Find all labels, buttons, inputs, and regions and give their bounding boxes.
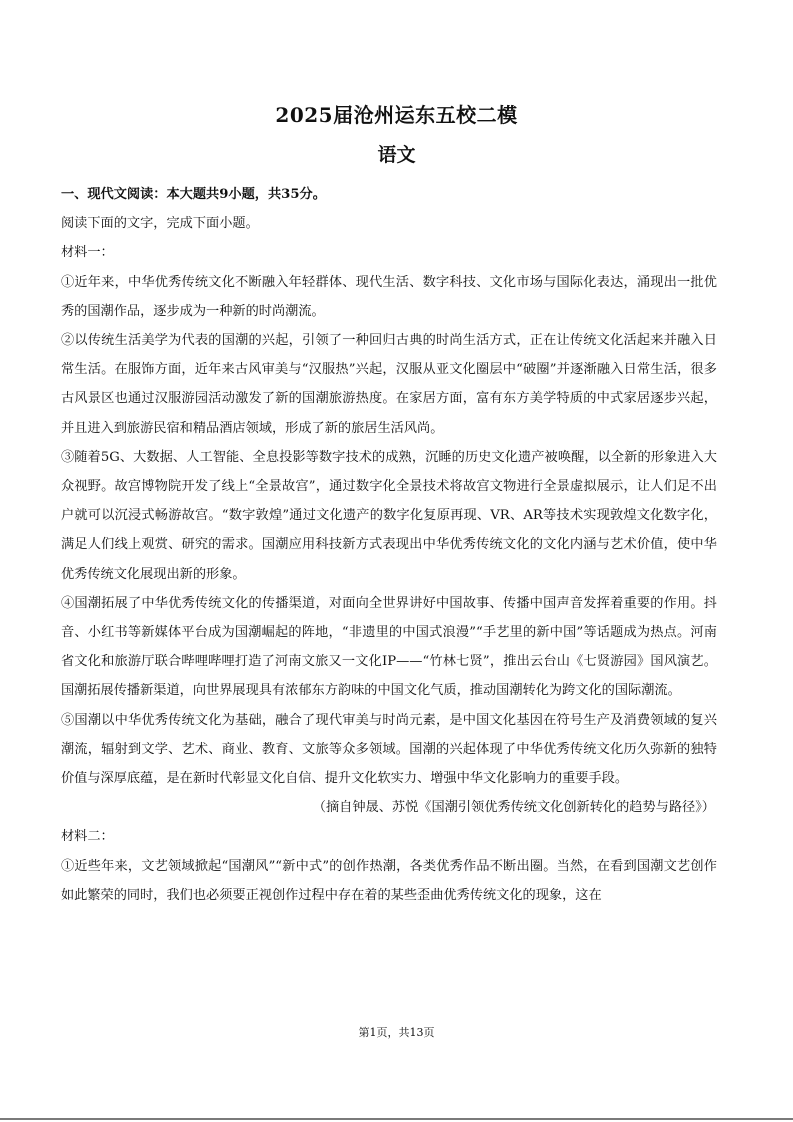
material-one-source: （摘自钟晟、苏悦《国潮引领优秀传统文化创新转化的趋势与路径》） bbox=[312, 800, 715, 816]
document-body bbox=[61, 180, 717, 910]
material-one-label: 材料一： bbox=[61, 245, 114, 261]
exam-title: 2025届沧州运东五校二模 bbox=[275, 103, 518, 127]
material-one-paragraph-4: ④国潮拓展了中华优秀传统文化的传播渠道，对面向全世界讲好中国故事、传播中国声音发挥着重要的作用。抖音、小红书等新媒体平台成为国潮崛起的阵地，“非遗里的中国式浪漫”“手艺里的新中国”等话题成为热点。河南省文化和旅游厅联合哔哩哔哩打造了河南文旅又一文化IP——“竹林七贤”，推出云台山《七贤游园》国风演艺。国潮拓展传播新渠道，向世界展现具有浓郁东方韵味的中国文化气质，推动国潮转化为跨文化的国际潮流。 bbox=[61, 595, 717, 699]
exam-subject: 语文 bbox=[377, 144, 416, 166]
material-one-paragraph-3: ③随着5G、大数据、人工智能、全息投影等数字技术的成熟，沉睡的历史文化遗产被唤醒，以全新的形象进入大众视野。故宫博物院开发了线上“全景故宫”，通过数字化全景技术将故宫文物进行全景虚拟展示，让人们足不出户就可以沉浸式畅游故宫。“数字敦煌”通过文化遗产的数字化复原再现、VR、AR等技术实现敦煌文化数字化，满足人们线上观赏、研究的需求。国潮应用科技新方式表现出中华优秀传统文化的文化内涵与艺术价值，使中华优秀传统文化展现出新的形象。 bbox=[61, 449, 717, 582]
material-one-paragraph-1: ①近年来，中华优秀传统文化不断融入年轻群体、现代生活、数字科技、文化市场与国际化表达，涌现出一批优秀的国潮作品，逐步成为一种新的时尚潮流。 bbox=[61, 274, 717, 319]
page-footer: 第1页，共13页 bbox=[358, 1026, 435, 1039]
section-heading: 一、现代文阅读：本大题共9小题，共35分。 bbox=[61, 187, 326, 202]
bottom-divider bbox=[0, 1118, 793, 1120]
material-one-paragraph-5: ⑤国潮以中华优秀传统文化为基础，融合了现代审美与时尚元素，是中国文化基因在符号生产及消费领域的复兴潮流，辐射到文学、艺术、商业、教育、文旅等众多领域。国潮的兴起体现了中华优秀传统文化历久弥新的独特价值与深厚底蕴，是在新时代彰显文化自信、提升文化软实力、增强中华文化影响力的重要手段。 bbox=[61, 712, 717, 787]
section-instruction: 阅读下面的文字，完成下面小题。 bbox=[61, 216, 259, 232]
material-two-paragraph-1: ①近些年来，文艺领域掀起“国潮风”“新中式”的创作热潮，各类优秀作品不断出圈。当然，在看到国潮文艺创作如此繁荣的同时，我们也必须要正视创作过程中存在着的某些歪曲优秀传统文化的现象，这在 bbox=[61, 858, 717, 903]
material-two-label: 材料二： bbox=[61, 829, 114, 845]
material-one-paragraph-2: ②以传统生活美学为代表的国潮的兴起，引领了一种回归古典的时尚生活方式，正在让传统文化活起来并融入日常生活。在服饰方面，近年来古风审美与“汉服热”兴起，汉服从亚文化圈层中“破圈”并逐渐融入日常生活，很多古风景区也通过汉服游园活动激发了新的国潮旅游热度。在家居方面，富有东方美学特质的中式家居逐步兴起，并且进入到旅游民宿和精品酒店领域，形成了新的旅居生活风尚。 bbox=[61, 333, 717, 436]
